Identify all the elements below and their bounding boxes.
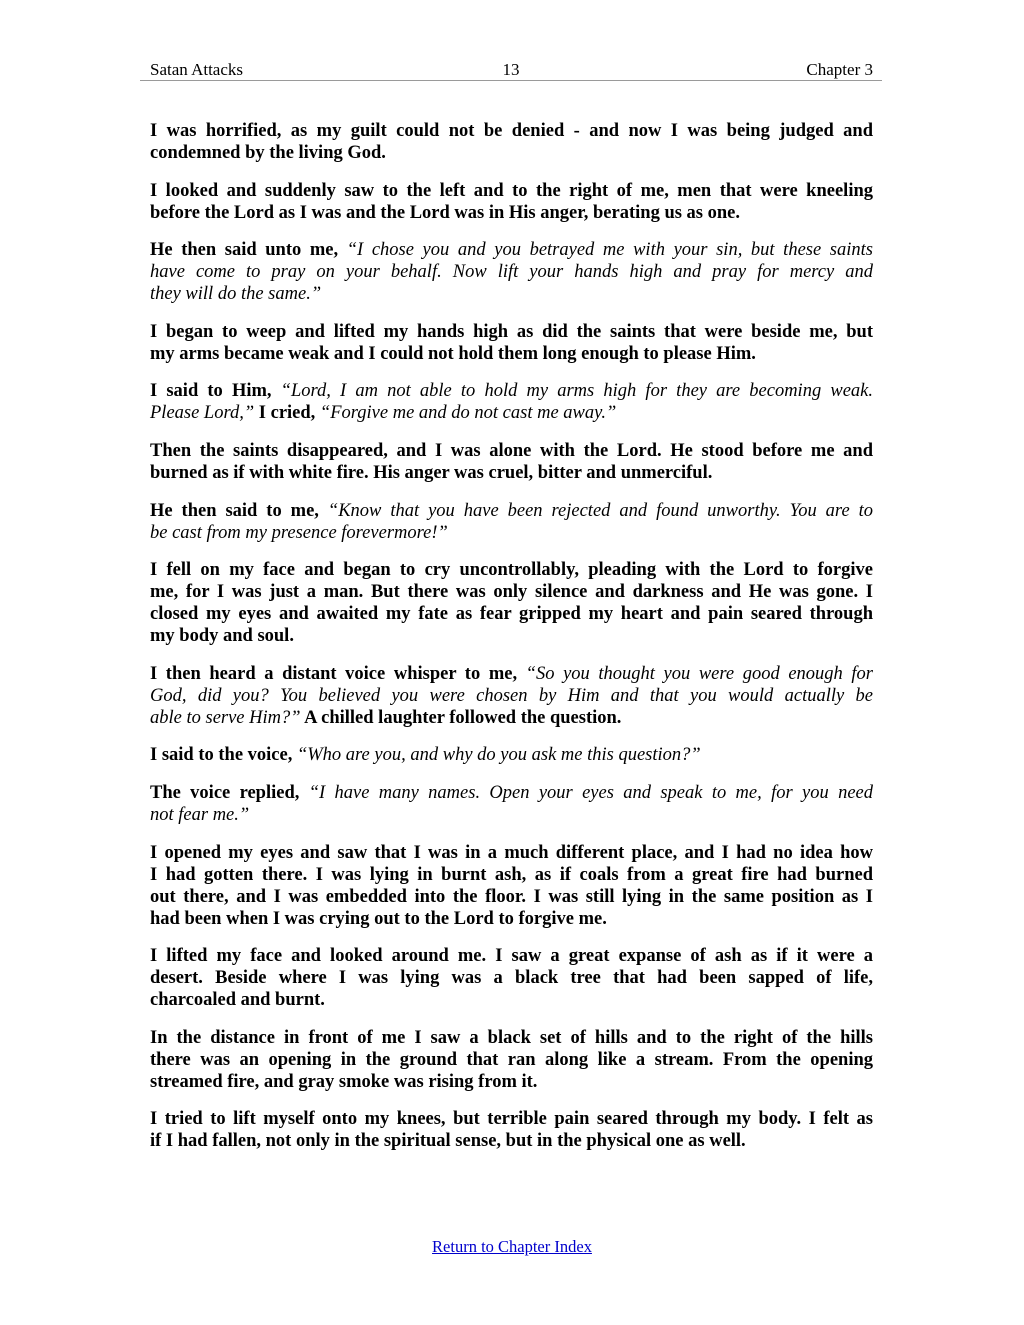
quoted-speech: “I chose you and you betrayed me with your sin, but these saints: [346, 240, 873, 261]
page-number: 13: [502, 60, 520, 79]
text-line: [150, 1071, 873, 1093]
narration-text: closed my eyes and awaited my fate as fear gripped my heart and pain seared through: [150, 604, 873, 625]
quoted-speech: have come to pray on your behalf. Now lift your hands high and pray for mercy and: [150, 262, 873, 283]
paragraph: [150, 500, 873, 544]
narration-text: burned as if with white fire. His anger was cruel, bitter and unmerciful.: [150, 462, 713, 483]
narration-text: I said to the voice,: [150, 745, 297, 766]
narration-text: my arms became weak and I could not hold them long enough to please Him.: [150, 343, 756, 364]
text-line: [150, 440, 873, 462]
narration-text: I opened my eyes and saw that I was in a much different place, and I had no idea how: [150, 842, 873, 863]
text-line: [150, 804, 873, 826]
narration-text: desert. Beside where I was lying was a black tree that had been sapped of life,: [150, 968, 873, 989]
narration-text: I then heard a distant voice whisper to me,: [150, 663, 526, 684]
paragraph: [150, 321, 873, 365]
text-line: [150, 685, 873, 707]
chapter-label: Chapter 3: [806, 60, 873, 79]
paragraph: [150, 440, 873, 484]
text-line: [150, 1049, 873, 1071]
text-line: [150, 945, 873, 967]
narration-text: there was an opening in the ground that ran along like a stream. From the opening: [150, 1049, 873, 1070]
quoted-speech: able to serve Him?”: [150, 707, 301, 728]
narration-text: Then the saints disappeared, and I was alone with the Lord. He stood before me and: [150, 440, 873, 461]
narration-text: my body and soul.: [150, 626, 294, 647]
narration-text: if I had fallen, not only in the spiritual sense, but in the physical one as well.: [150, 1131, 746, 1152]
narration-text: He then said unto me,: [150, 240, 347, 261]
text-line: [150, 202, 873, 224]
text-line: [150, 120, 873, 142]
text-line: [150, 142, 873, 164]
paragraph: [150, 120, 873, 164]
paragraph: [150, 1027, 873, 1093]
quoted-speech: “I have many names. Open your eyes and speak to me, for you need: [308, 782, 873, 803]
text-line: [150, 908, 873, 930]
paragraph: [150, 842, 873, 930]
narration-text: condemned by the living God.: [150, 143, 386, 163]
text-line: [150, 864, 873, 886]
text-line: [150, 663, 873, 685]
text-line: [150, 581, 873, 603]
narration-text: had been when I was crying out to the Lord to forgive me.: [150, 908, 607, 929]
narration-text: He then said to me,: [150, 500, 328, 521]
narration-text: before the Lord as I was and the Lord was in His anger, berating us as one.: [150, 202, 741, 223]
page-footer: [0, 1237, 1024, 1258]
quoted-speech: not fear me.”: [150, 804, 250, 825]
body-text: [150, 120, 873, 1168]
text-line: [150, 522, 873, 544]
text-line: [150, 283, 873, 305]
quoted-speech: God, did you? You believed you were chosen by Him and that you would actually be: [150, 685, 873, 706]
text-line: [150, 402, 873, 424]
quoted-speech: Please Lord,”: [150, 403, 255, 424]
text-line: [150, 967, 873, 989]
narration-text: me, for I was just a man. But there was only silence and darkness and He was gone. I: [150, 582, 873, 603]
return-to-chapter-index-link[interactable]: Return to Chapter Index: [432, 1237, 592, 1256]
paragraph: [150, 180, 873, 224]
text-line: [150, 1108, 873, 1130]
text-line: [150, 625, 873, 647]
paragraph: [150, 1108, 873, 1152]
text-line: [150, 321, 873, 343]
text-line: [150, 559, 873, 581]
quoted-speech: “Who are you, and why do you ask me this question?”: [296, 745, 701, 766]
text-line: [150, 1027, 873, 1049]
narration-text: I looked and suddenly saw to the left and to the right of me, men that were kneeling: [150, 180, 873, 201]
quoted-speech: “Know that you have been rejected and found unworthy. You are to: [327, 500, 874, 521]
text-line: [150, 180, 873, 202]
text-line: [150, 239, 873, 261]
text-line: [150, 886, 873, 908]
narration-text: I said to Him,: [150, 381, 281, 402]
paragraph: [150, 239, 873, 305]
text-line: [150, 782, 873, 804]
book-title: Satan Attacks: [150, 60, 244, 79]
narration-text: I tried to lift myself onto my knees, but terrible pain seared through my body. I felt as: [150, 1109, 873, 1130]
text-line: [150, 343, 873, 365]
narration-text: I had gotten there. I was lying in burnt ash, as if coals from a great fire had burned: [150, 864, 873, 885]
narration-text: In the distance in front of me I saw a black set of hills and to the right of the hills: [150, 1027, 873, 1048]
quoted-speech: “So you thought you were good enough for: [525, 663, 873, 684]
narration-text: I fell on my face and began to cry uncontrollably, pleading with the Lord to forgive: [150, 560, 873, 581]
paragraph: [150, 380, 873, 424]
narration-text: A chilled laughter followed the question.: [300, 707, 622, 728]
narration-text: The voice replied,: [150, 782, 309, 803]
text-line: [150, 744, 873, 766]
narration-text: streamed fire, and gray smoke was rising from it.: [150, 1071, 538, 1092]
narration-text: out there, and I was embedded into the floor. I was still lying in the same position as I: [150, 886, 873, 907]
paragraph: [150, 744, 873, 766]
text-line: [150, 989, 873, 1011]
narration-text: charcoaled and burnt.: [150, 990, 325, 1011]
running-header: [140, 61, 882, 81]
paragraph: [150, 945, 873, 1011]
narration-text: I was horrified, as my guilt could not be denied - and now I was being judged and: [150, 121, 873, 141]
quoted-speech: they will do the same.”: [150, 284, 322, 305]
paragraph: [150, 559, 873, 647]
narration-text: I began to weep and lifted my hands high as did the saints that were beside me, but: [150, 321, 873, 342]
text-line: [150, 842, 873, 864]
paragraph: [150, 782, 873, 826]
quoted-speech: “Lord, I am not able to hold my arms high for they are becoming weak.: [280, 381, 873, 402]
text-line: [150, 462, 873, 484]
narration-text: I lifted my face and looked around me. I saw a great expanse of ash as if it were a: [150, 946, 873, 967]
narration-text: I cried,: [254, 403, 320, 424]
quoted-speech: be cast from my presence forevermore!”: [150, 522, 448, 543]
text-line: [150, 261, 873, 283]
text-line: [150, 707, 873, 729]
text-line: [150, 603, 873, 625]
text-line: [150, 1130, 873, 1152]
text-line: [150, 380, 873, 402]
paragraph: [150, 663, 873, 729]
quoted-speech: “Forgive me and do not cast me away.”: [319, 403, 617, 424]
text-line: [150, 500, 873, 522]
